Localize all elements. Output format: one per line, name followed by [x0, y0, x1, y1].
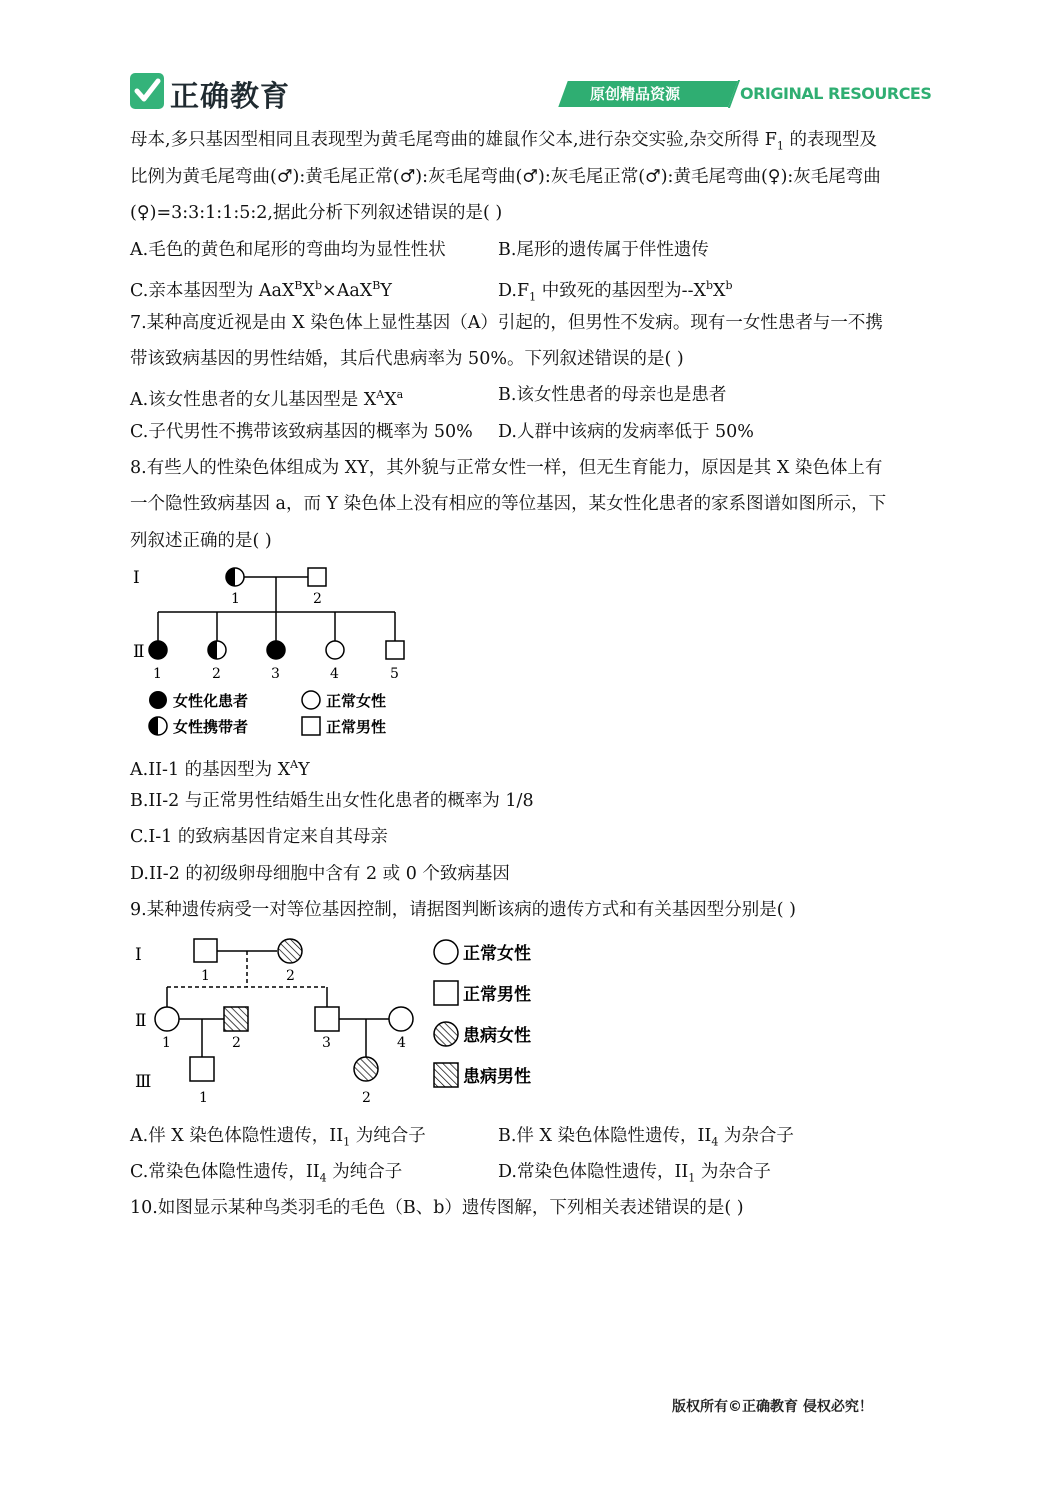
- q6-option-b: B.尾形的遗传属于伴性遗传: [498, 240, 709, 260]
- q9-gen-label-3: Ⅲ: [135, 1072, 152, 1092]
- q9-legend-affected-female-label: 患病女性: [463, 1026, 531, 1046]
- svg-text:3: 3: [322, 1035, 331, 1051]
- legend-normal-male-label: 正常男性: [326, 718, 387, 736]
- logo-mark: [130, 73, 164, 109]
- q9-option-b: B.伴 X 染色体隐性遗传，$II_4$ 为杂合子: [498, 1126, 794, 1149]
- q9-iii2-affected-female: [354, 1057, 378, 1081]
- q9-gen-label-2: Ⅱ: [135, 1011, 147, 1031]
- q8-option-b: B.II-2 与正常男性结婚生出女性化患者的概率为 1/8: [130, 791, 534, 811]
- q7-line1: 7.某种高度近视是由 X 染色体上显性基因（A）引起的，但男性不发病。现有一女性患者与一不携: [130, 313, 883, 333]
- legend-affected-label: 女性化患者: [173, 692, 249, 710]
- q8-line3: 列叙述正确的是( ): [130, 531, 272, 551]
- q9-i1-normal-male: [194, 939, 217, 962]
- q7-option-a: A.该女性患者的女儿基因型是 $X^AX^a$: [130, 388, 404, 410]
- footer-copyright: 版权所有©正确教育 侵权必究！: [672, 1399, 873, 1415]
- svg-text:2: 2: [286, 968, 295, 984]
- q8-pedigree: [125, 560, 425, 745]
- q9-option-c: C.常染色体隐性遗传，$II_4$ 为纯合子: [130, 1162, 403, 1185]
- q9-option-a: A.伴 X 染色体隐性遗传，$II_1$ 为纯合子: [130, 1126, 426, 1149]
- legend-affected-symbol: [149, 691, 167, 709]
- svg-text:1: 1: [201, 968, 210, 984]
- q9-legend-normal-male-label: 正常男性: [463, 985, 531, 1005]
- q7-line2: 带该致病基因的男性结婚，其后代患病率为 50%。下列叙述错误的是( ): [130, 349, 684, 369]
- svg-text:2: 2: [313, 591, 322, 607]
- svg-text:5: 5: [390, 666, 399, 682]
- q9-ii4-normal-female: [389, 1007, 413, 1031]
- banner-en: ORIGINAL RESOURCES: [740, 84, 932, 103]
- logo-text: 正确教育: [170, 79, 291, 113]
- q8-ii4-normal-female: [326, 641, 344, 659]
- q9-pedigree: [125, 930, 555, 1110]
- q6-line1: 母本,多只基因型相同且表现型为黄毛尾弯曲的雄鼠作父本,进行杂交实验,杂交所得 $F_1$ 的表现型及: [130, 130, 877, 153]
- q9-iii1-normal-male: [190, 1057, 214, 1081]
- q8-gen-label-1: Ⅰ: [133, 568, 140, 588]
- q6-option-d: $D.F_1$ 中致死的基因型为$--X^bX^b$: [498, 279, 733, 304]
- q6-line3: (♀)=3:3:1:1:5:2,据此分析下列叙述错误的是( ): [130, 203, 503, 223]
- q8-ii5-normal-male: [386, 641, 404, 659]
- legend-normal-female-label: 正常女性: [326, 692, 387, 710]
- svg-text:2: 2: [362, 1090, 371, 1106]
- q6-line2: 比例为黄毛尾弯曲(♂):黄毛尾正常(♂):灰毛尾弯曲(♂):灰毛尾正常(♂):黄毛尾弯曲(♀):灰毛尾弯曲: [130, 167, 881, 187]
- q9-legend-normal-female-symbol: [434, 940, 458, 964]
- q8-ii2-carrier: [208, 641, 226, 659]
- svg-text:4: 4: [397, 1035, 406, 1051]
- q9-i2-affected-female: [278, 939, 302, 963]
- q8-i2-normal-male: [308, 568, 326, 586]
- legend-normal-female-symbol: [302, 691, 320, 709]
- q9-gen-label-1: Ⅰ: [135, 945, 142, 965]
- q8-line2: 一个隐性致病基因 a，而 Y 染色体上没有相应的等位基因，某女性化患者的家系图谱如图所示，下: [130, 494, 887, 514]
- q9-ii3-normal-male: [315, 1007, 339, 1031]
- q7-option-b: B.该女性患者的母亲也是患者: [498, 385, 727, 405]
- q6-option-a: A.毛色的黄色和尾形的弯曲均为显性性状: [130, 240, 446, 260]
- q9-legend-affected-female-symbol: [434, 1022, 458, 1046]
- q8-line1: 8.有些人的性染色体组成为 XY，其外貌与正常女性一样，但无生育能力，原因是其 X 染色体上有: [130, 458, 883, 478]
- q10-line1: 10.如图显示某种鸟类羽毛的毛色（B、b）遗传图解，下列相关表述错误的是( ): [130, 1198, 744, 1218]
- legend-carrier-symbol: [149, 717, 167, 735]
- svg-text:1: 1: [199, 1090, 208, 1106]
- q8-option-a: A.II-1 的基因型为 $X^AY$: [130, 758, 310, 780]
- q9-legend-affected-male-symbol: [434, 1063, 458, 1087]
- q9-option-d: D.常染色体隐性遗传，$II_1$ 为杂合子: [498, 1162, 771, 1185]
- svg-text:1: 1: [231, 591, 240, 607]
- q8-ii1-affected: [149, 641, 167, 659]
- svg-text:3: 3: [271, 666, 280, 682]
- svg-text:2: 2: [232, 1035, 241, 1051]
- q6-option-c: C.亲本基因型为 $AaX^BX^b\times AaX^BY$: [130, 279, 392, 301]
- q9-ii2-affected-male: [224, 1007, 248, 1031]
- svg-text:1: 1: [162, 1035, 171, 1051]
- q9-legend-normal-female-label: 正常女性: [463, 944, 531, 964]
- legend-carrier-label: 女性携带者: [173, 718, 249, 736]
- svg-text:4: 4: [330, 666, 339, 682]
- q9-legend-normal-male-symbol: [434, 981, 458, 1005]
- q7-option-c: C.子代男性不携带该致病基因的概率为 50%: [130, 422, 473, 442]
- banner-cn: 原创精品资源: [590, 85, 681, 103]
- q9-line1: 9.某种遗传病受一对等位基因控制，请据图判断该病的遗传方式和有关基因型分别是( ): [130, 900, 796, 920]
- q7-option-d: D.人群中该病的发病率低于 50%: [498, 422, 754, 442]
- legend-normal-male-symbol: [302, 717, 320, 735]
- q8-ii3-affected: [267, 641, 285, 659]
- q9-legend-affected-male-label: 患病男性: [463, 1067, 531, 1087]
- q8-option-d: D.II-2 的初级卵母细胞中含有 2 或 0 个致病基因: [130, 864, 510, 884]
- svg-text:2: 2: [212, 666, 221, 682]
- q8-gen-label-2: Ⅱ: [133, 642, 145, 662]
- q9-ii1-normal-female: [155, 1007, 179, 1031]
- q8-option-c: C.I-1 的致病基因肯定来自其母亲: [130, 827, 388, 847]
- svg-text:1: 1: [153, 666, 162, 682]
- q8-i1-carrier-female: [226, 568, 244, 586]
